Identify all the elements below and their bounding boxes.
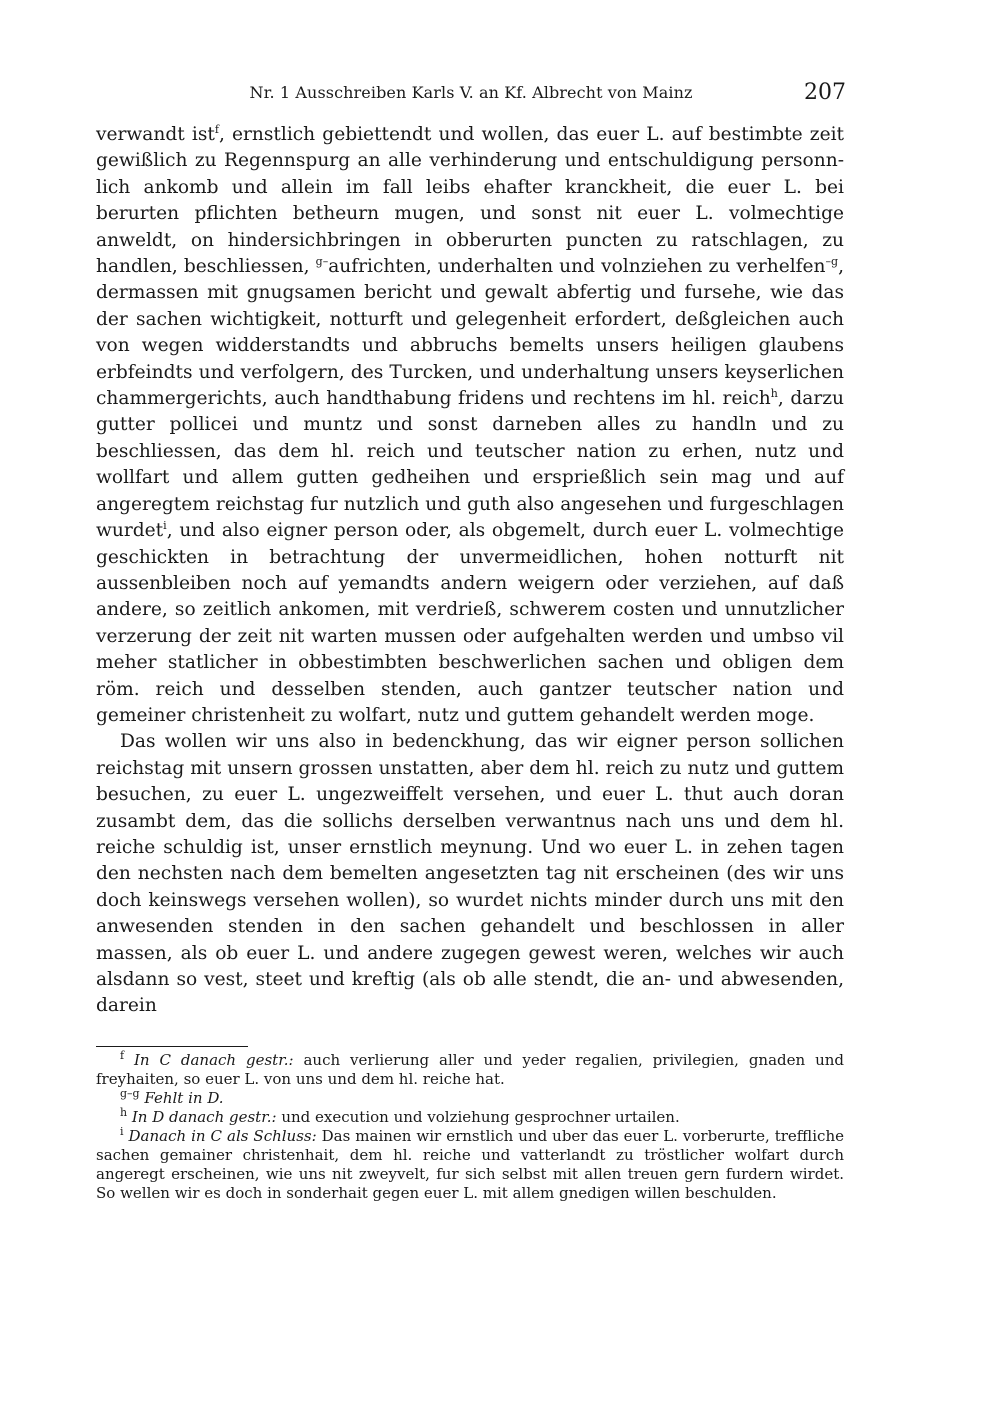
footnote-mark: h xyxy=(120,1106,128,1119)
text-run: , dermassen mit gnugsamen bericht und gewalt abfertig und fursehe, wie das der sachen wichtigkeit, notturft und gelegenheit erfordert, deßgleichen auch von wegen widderstandts und abbruchs bemelts unsers heiligen glaubens erbfeindts und verfolgern, des Turcken, und underhaltung unsers keyserlichen chammergerichts, auch handthabung fridens und rechtens im hl. reich xyxy=(96,256,844,410)
text-run: aufrichten, underhalten und volnziehen zu verhelfen xyxy=(328,256,826,278)
footnote-g xyxy=(96,1089,844,1108)
text-run: , ernstlich gebiettendt und wollen, das euer L. auf bestimbte zeit gewißlich zu Regennspurg an alle verhinderung und entschuldigung personnlich ankomb und allein im fall leibs ehafter kranckheit, die euer L. bei berurten pflichten betheurn mugen, und sonst nit euer L. volmechtige anweldt, on hindersichbringen in obberurten puncten zu ratschlagen, zu handlen, beschliessen, xyxy=(96,124,844,278)
footnote-label: In C danach gestr.: xyxy=(134,1051,294,1069)
footnote-h xyxy=(96,1108,844,1127)
footnote-mark: i xyxy=(120,1125,124,1138)
footnote-ref-g-end: –g xyxy=(825,254,839,268)
footnote-ref-h: h xyxy=(770,386,778,400)
paragraph-2: Das wollen wir uns also in bedenckhung, das wir eigner person sollichen reichstag mit unsern grossen unstatten, aber dem hl. reich zu nutz und guttem besuchen, zu euer L. ungezweiffelt versehen, und euer L. thut auch doran zusambt dem, das die sollichs derselben verwantnus nach uns und dem hl. reiche schuldig ist, unser ernstlich meynung. Und wo euer L. in zehen tagen den nechsten nach dem bemelten angesetzten tag nit erscheinen (des wir uns doch keinswegs versehen wollen), so wurdet nichts minder durch uns mit den anwesenden stenden in den sachen gehandelt und beschlossen in aller massen, als ob euer L. und andere zugegen gewest weren, welches wir auch alsdann so vest, steet und kreftig (als ob alle stendt, die an- und abwesenden, darein xyxy=(96,731,844,1017)
footnote-i xyxy=(96,1127,844,1203)
footnote-mark: f xyxy=(120,1049,125,1062)
footnote-mark: g–g xyxy=(120,1087,140,1100)
running-header xyxy=(96,80,846,108)
footnotes xyxy=(96,1051,844,1203)
footnote-f xyxy=(96,1051,844,1089)
page-number: 207 xyxy=(804,80,846,105)
running-title: Nr. 1 Ausschreiben Karls V. an Kf. Albrecht von Mainz xyxy=(249,83,693,102)
footnote-text: Das mainen wir ernstlich und uber das euer L. vorberurte, treffliche sachen gemainer christenhait, dem hl. reiche und vatterlandt zu tröstlicher wolfart durch angeregt erscheinen, wie uns nit zweyvelt, fur sich selbst mit allen treuen gern furdern wirdet. So wellen wir es doch in sonderhait gegen euer L. mit allem gnedigen willen beschulden. xyxy=(96,1127,844,1202)
text-run: , darzu gutter pollicei und muntz und sonst darneben alles zu handln und zu beschliessen, das dem hl. reich und teutscher nation zu erhen, nutz und wollfart und allem gutten gedheihen und ersprießlich sein mag und auf angeregtem reichstag fur nutzlich und guth also angesehen und furgeschlagen wurdet xyxy=(96,388,844,542)
footnote-label: Danach in C als Schluss: xyxy=(128,1127,317,1145)
footnote-ref-f: f xyxy=(214,122,219,136)
footnote-label: Fehlt in D. xyxy=(144,1089,224,1107)
footnote-ref-i: i xyxy=(163,518,167,532)
main-text xyxy=(96,122,844,1020)
paragraph-1 xyxy=(96,122,844,729)
text-run: verwandt ist xyxy=(96,124,215,145)
footnote-text: auch verlierung aller und yeder regalien, privilegien, gnaden und freyhaiten, so euer L. von uns und dem hl. reiche hat. xyxy=(96,1051,844,1088)
text-run: , und also eigner person oder, als obgemelt, durch euer L. volmechtige geschickten in betrachtung der unvermeidlichen, hohen notturft nit aussenbleiben noch auf yemandts andern weigern oder verziehen, auf daß andere, so zeitlich ankomen, mit verdrieß, schwerem costen und unnutzlicher verzerung der zeit nit warten mussen oder aufgehalten werden und umbso vil meher statlicher in obbestimbten beschwerlichen sachen und obligen dem röm. reich und desselben stenden, auch gantzer teutscher nation und gemeiner christenheit zu wolfart, nutz und guttem gehandelt werden moge. xyxy=(96,520,844,726)
footnote-divider xyxy=(96,1046,248,1047)
footnote-ref-g-start: g– xyxy=(315,254,329,268)
footnote-label: In D danach gestr.: xyxy=(131,1108,277,1126)
footnote-text: und execution und volziehung gesprochner urtailen. xyxy=(276,1108,680,1126)
